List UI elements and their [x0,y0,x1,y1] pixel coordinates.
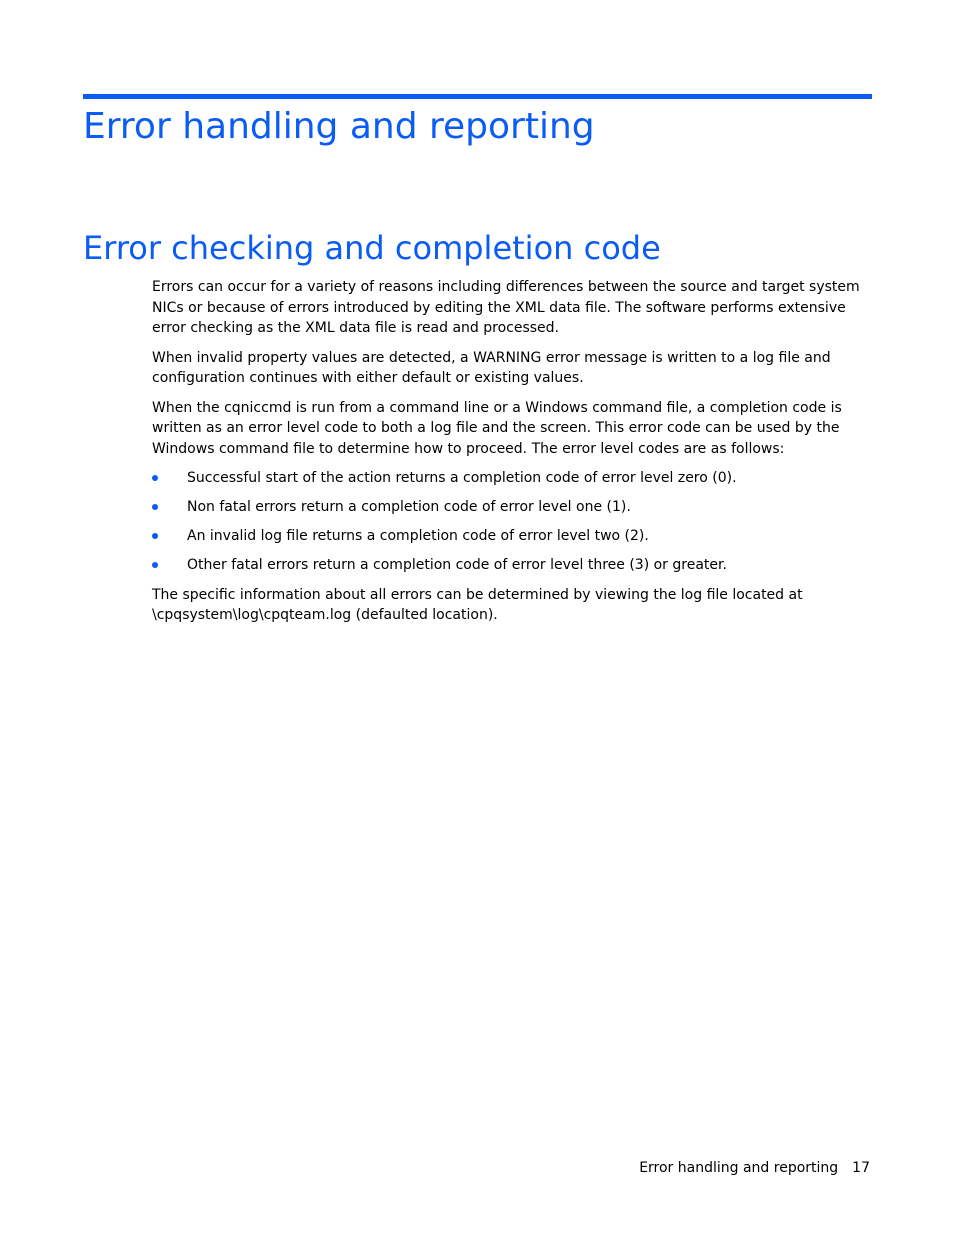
section-title: Error checking and completion code [83,229,661,267]
page-number: 17 [852,1160,870,1176]
paragraph-warning: When invalid property values are detected, a WARNING error message is written to a log file and configuration continues with either default or existing values. [152,349,831,386]
list-item-text: Successful start of the action returns a completion code of error level zero (0). [187,470,737,486]
list-item [152,497,882,518]
paragraph-log-location: The specific information about all errors can be determined by viewing the log file located at \cpqsystem\log\cpqteam.log (defaulted location). [152,586,803,623]
bullet-icon [152,533,158,539]
list-item [152,555,882,576]
list-item [152,526,882,547]
error-level-list [152,468,882,576]
section-body [152,277,882,635]
footer-label: Error handling and reporting [639,1160,839,1176]
list-item [152,468,882,489]
chapter-title: Error handling and reporting [83,106,595,147]
list-item-text: Other fatal errors return a completion code of error level three (3) or greater. [187,557,727,573]
page-footer [639,1158,870,1178]
bullet-icon [152,562,158,568]
bullet-icon [152,504,158,510]
paragraph-completion-code: When the cqniccmd is run from a command line or a Windows command file, a completion code is written as an error level code to both a log file and the screen. This error code can be used by the Windows command file to determine how to proceed. The error level codes are as follows: [152,399,842,457]
list-item-text: An invalid log file returns a completion code of error level two (2). [187,528,649,544]
list-item-text: Non fatal errors return a completion code of error level one (1). [187,499,631,515]
paragraph-intro: Errors can occur for a variety of reasons including differences between the source and target system NICs or because of errors introduced by editing the XML data file. The software performs extensive error checking as the XML data file is read and processed. [152,279,860,336]
bullet-icon [152,475,158,481]
chapter-rule [83,94,872,99]
